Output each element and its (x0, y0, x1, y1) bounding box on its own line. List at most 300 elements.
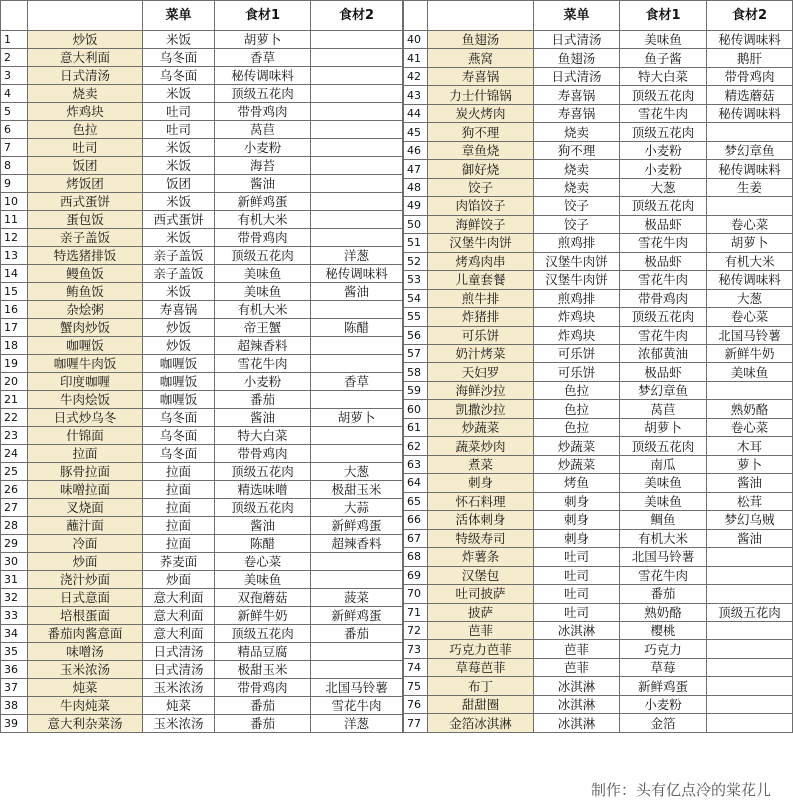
dish-name: 蘸汁面 (28, 517, 143, 535)
row-number: 33 (1, 607, 28, 625)
credit-text: 制作：头有亿点冷的棠花儿 (590, 781, 771, 799)
ingredient-1: 草莓 (620, 658, 707, 676)
ingredient-1: 番茄 (620, 585, 707, 603)
dish-name: 玉米浓汤 (28, 661, 143, 679)
table-row (1, 661, 403, 679)
menu-base: 米饭 (143, 157, 215, 175)
dish-name: 天妇罗 (428, 363, 534, 381)
row-number: 19 (1, 355, 28, 373)
row-number: 73 (404, 640, 428, 658)
dish-name: 炸鸡块 (28, 103, 143, 121)
menu-base: 色拉 (534, 418, 620, 436)
ingredient-1: 番茄 (215, 715, 311, 733)
row-number: 2 (1, 49, 28, 67)
dish-name: 煮菜 (428, 455, 534, 473)
dish-name: 牛肉炖菜 (28, 697, 143, 715)
table-row (404, 400, 793, 418)
ingredient-1: 秘传调味料 (215, 67, 311, 85)
row-number: 56 (404, 326, 428, 344)
dish-name: 汉堡包 (428, 566, 534, 584)
ingredient-2: 酱油 (707, 474, 793, 492)
ingredient-2 (311, 661, 403, 679)
ingredient-1: 雪花牛肉 (620, 104, 707, 122)
menu-base: 拉面 (143, 499, 215, 517)
table-row (404, 178, 793, 196)
header-num (1, 1, 28, 31)
dish-name: 培根蛋面 (28, 607, 143, 625)
dish-name: 饺子 (428, 178, 534, 196)
row-number: 6 (1, 121, 28, 139)
ingredient-2: 北国马铃薯 (707, 326, 793, 344)
dish-name: 炭火烤肉 (428, 104, 534, 122)
menu-base: 色拉 (534, 400, 620, 418)
dish-name: 炒面 (28, 553, 143, 571)
ingredient-1: 顶级五花肉 (620, 86, 707, 104)
dish-name: 炒饭 (28, 31, 143, 49)
ingredient-2: 胡萝卜 (311, 409, 403, 427)
table-row (1, 247, 403, 265)
dish-name: 日式清汤 (28, 67, 143, 85)
menu-base: 玉米浓汤 (143, 715, 215, 733)
ingredient-1: 新鲜牛奶 (215, 607, 311, 625)
menu-base: 米饭 (143, 229, 215, 247)
dish-name: 蟹肉炒饭 (28, 319, 143, 337)
menu-base: 拉面 (143, 481, 215, 499)
table-row (1, 85, 403, 103)
row-number: 21 (1, 391, 28, 409)
row-number: 61 (404, 418, 428, 436)
table-row (404, 252, 793, 270)
menu-base: 汉堡牛肉饼 (534, 271, 620, 289)
row-number: 53 (404, 271, 428, 289)
ingredient-1: 极品虾 (620, 363, 707, 381)
dish-name: 鱼翅汤 (428, 31, 534, 49)
ingredient-1: 小麦粉 (620, 695, 707, 713)
dish-name: 番茄肉酱意面 (28, 625, 143, 643)
dish-name: 浇汁炒面 (28, 571, 143, 589)
menu-base: 炒蔬菜 (534, 437, 620, 455)
ingredient-1: 小麦粉 (620, 160, 707, 178)
ingredient-2 (311, 301, 403, 319)
ingredient-2: 美味鱼 (707, 363, 793, 381)
recipe-table-left (0, 0, 403, 733)
ingredient-2 (707, 585, 793, 603)
header-dish (428, 1, 534, 31)
ingredient-2: 大蒜 (311, 499, 403, 517)
row-number: 77 (404, 714, 428, 733)
table-row (404, 289, 793, 307)
ingredient-1: 带骨鸡肉 (215, 229, 311, 247)
table-row (404, 104, 793, 122)
ingredient-1: 顶级五花肉 (215, 463, 311, 481)
menu-base: 饭团 (143, 175, 215, 193)
ingredient-1: 莴苣 (620, 400, 707, 418)
row-number: 62 (404, 437, 428, 455)
row-number: 75 (404, 677, 428, 695)
row-number: 26 (1, 481, 28, 499)
menu-base: 咖喱饭 (143, 391, 215, 409)
menu-base: 意大利面 (143, 607, 215, 625)
menu-base: 寿喜锅 (534, 104, 620, 122)
ingredient-2 (311, 337, 403, 355)
menu-base: 日式清汤 (143, 643, 215, 661)
table-row (404, 381, 793, 399)
menu-base: 炸鸡块 (534, 308, 620, 326)
ingredient-1: 新鲜鸡蛋 (215, 193, 311, 211)
ingredient-2 (311, 103, 403, 121)
dish-name: 寿喜锅 (428, 67, 534, 85)
table-row (1, 49, 403, 67)
ingredient-1: 雪花牛肉 (620, 326, 707, 344)
ingredient-2: 生姜 (707, 178, 793, 196)
ingredient-2 (707, 714, 793, 733)
ingredient-2 (707, 695, 793, 713)
ingredient-2: 带骨鸡肉 (707, 67, 793, 85)
table-row (1, 535, 403, 553)
menu-base: 烤鱼 (534, 474, 620, 492)
menu-base: 狗不理 (534, 141, 620, 159)
menu-base: 乌冬面 (143, 445, 215, 463)
ingredient-2: 番茄 (311, 625, 403, 643)
ingredient-2 (707, 381, 793, 399)
row-number: 42 (404, 67, 428, 85)
row-number: 71 (404, 603, 428, 621)
ingredient-1: 顶级五花肉 (620, 437, 707, 455)
table-row (404, 363, 793, 381)
ingredient-1: 带骨鸡肉 (215, 103, 311, 121)
dish-name: 西式蛋饼 (28, 193, 143, 211)
header-ingredient-1: 食材1 (215, 1, 311, 31)
row-number: 68 (404, 548, 428, 566)
ingredient-1: 金箔 (620, 714, 707, 733)
row-number: 63 (404, 455, 428, 473)
menu-base: 玉米浓汤 (143, 679, 215, 697)
row-number: 16 (1, 301, 28, 319)
row-number: 12 (1, 229, 28, 247)
table-row (1, 139, 403, 157)
dish-name: 儿童套餐 (428, 271, 534, 289)
ingredient-1: 小麦粉 (620, 141, 707, 159)
ingredient-1: 胡萝卜 (620, 418, 707, 436)
ingredient-2: 超辣香料 (311, 535, 403, 553)
dish-name: 味噌汤 (28, 643, 143, 661)
table-row (404, 123, 793, 141)
dish-name: 御好烧 (428, 160, 534, 178)
header-num (404, 1, 428, 31)
menu-base: 炒蔬菜 (534, 455, 620, 473)
ingredient-2 (707, 622, 793, 640)
row-number: 52 (404, 252, 428, 270)
table-row (404, 234, 793, 252)
row-number: 65 (404, 492, 428, 510)
row-number: 35 (1, 643, 28, 661)
row-number: 37 (1, 679, 28, 697)
menu-base: 刺身 (534, 529, 620, 547)
table-row (1, 337, 403, 355)
dish-name: 特级寿司 (428, 529, 534, 547)
ingredient-1: 熟奶酪 (620, 603, 707, 621)
dish-name: 力士什锦锅 (428, 86, 534, 104)
table-row (1, 211, 403, 229)
table-row (1, 715, 403, 733)
table-row (404, 326, 793, 344)
dish-name: 蛋包饭 (28, 211, 143, 229)
ingredient-2: 萝卜 (707, 455, 793, 473)
dish-name: 炸猪排 (428, 308, 534, 326)
ingredient-2: 胡萝卜 (707, 234, 793, 252)
table-row (1, 67, 403, 85)
row-number: 30 (1, 553, 28, 571)
dish-name: 咖喱饭 (28, 337, 143, 355)
ingredient-1: 新鲜鸡蛋 (620, 677, 707, 695)
menu-base: 寿喜锅 (534, 86, 620, 104)
menu-base: 吐司 (143, 103, 215, 121)
table-row (1, 445, 403, 463)
header-menu: 菜单 (143, 1, 215, 31)
table-row (404, 566, 793, 584)
dish-name: 炖菜 (28, 679, 143, 697)
menu-base: 乌冬面 (143, 409, 215, 427)
menu-base: 米饭 (143, 139, 215, 157)
row-number: 44 (404, 104, 428, 122)
table-row (1, 463, 403, 481)
row-number: 76 (404, 695, 428, 713)
dish-name: 披萨 (428, 603, 534, 621)
dish-name: 凯撒沙拉 (428, 400, 534, 418)
menu-base: 寿喜锅 (143, 301, 215, 319)
dish-name: 海鲜沙拉 (428, 381, 534, 399)
row-number: 64 (404, 474, 428, 492)
table-row (1, 499, 403, 517)
ingredient-2: 极甜玉米 (311, 481, 403, 499)
ingredient-2 (311, 67, 403, 85)
dish-name: 刺身 (428, 474, 534, 492)
menu-base: 吐司 (534, 603, 620, 621)
menu-base: 炒饭 (143, 319, 215, 337)
menu-base: 吐司 (143, 121, 215, 139)
ingredient-2: 酱油 (311, 283, 403, 301)
ingredient-2: 雪花牛肉 (311, 697, 403, 715)
dish-name: 肉馅饺子 (428, 197, 534, 215)
table-row (1, 229, 403, 247)
table-row (404, 437, 793, 455)
ingredient-2: 松茸 (707, 492, 793, 510)
ingredient-2: 酱油 (707, 529, 793, 547)
ingredient-1: 有机大米 (215, 301, 311, 319)
table-row (1, 265, 403, 283)
menu-base: 煎鸡排 (534, 289, 620, 307)
ingredient-2 (707, 548, 793, 566)
row-number: 23 (1, 427, 28, 445)
ingredient-2: 顶级五花肉 (707, 603, 793, 621)
menu-base: 日式清汤 (534, 67, 620, 85)
table-row (1, 103, 403, 121)
ingredient-2: 梦幻章鱼 (707, 141, 793, 159)
row-number: 1 (1, 31, 28, 49)
table-row (404, 141, 793, 159)
row-number: 3 (1, 67, 28, 85)
menu-base: 刺身 (534, 492, 620, 510)
table-row (404, 86, 793, 104)
dish-name: 牛肉烩饭 (28, 391, 143, 409)
menu-base: 炒饭 (143, 337, 215, 355)
menu-base: 米饭 (143, 31, 215, 49)
row-number: 49 (404, 197, 428, 215)
ingredient-1: 美味鱼 (620, 31, 707, 49)
dish-name: 草莓芭菲 (428, 658, 534, 676)
ingredient-2 (311, 211, 403, 229)
dish-name: 鲔鱼饭 (28, 283, 143, 301)
menu-base: 日式清汤 (534, 31, 620, 49)
ingredient-2: 新鲜牛奶 (707, 344, 793, 362)
ingredient-1: 雪花牛肉 (215, 355, 311, 373)
ingredient-2: 大葱 (707, 289, 793, 307)
ingredient-1: 大葱 (620, 178, 707, 196)
ingredient-2: 熟奶酪 (707, 400, 793, 418)
table-row (404, 271, 793, 289)
dish-name: 炸薯条 (428, 548, 534, 566)
recipe-table-right (403, 0, 793, 733)
table-row (404, 548, 793, 566)
table-row (1, 427, 403, 445)
table-row (404, 67, 793, 85)
ingredient-1: 极品虾 (620, 252, 707, 270)
ingredient-1: 巧克力 (620, 640, 707, 658)
dish-name: 可乐饼 (428, 326, 534, 344)
header-ingredient-2: 食材2 (311, 1, 403, 31)
table-row (404, 511, 793, 529)
menu-base: 拉面 (143, 463, 215, 481)
ingredient-2 (311, 427, 403, 445)
ingredient-2 (311, 391, 403, 409)
ingredient-2 (707, 197, 793, 215)
row-number: 47 (404, 160, 428, 178)
dish-name: 蔬菜炒肉 (428, 437, 534, 455)
row-number: 57 (404, 344, 428, 362)
menu-base: 咖喱饭 (143, 355, 215, 373)
ingredient-2 (311, 157, 403, 175)
menu-base: 刺身 (534, 511, 620, 529)
table-row (404, 492, 793, 510)
row-number: 36 (1, 661, 28, 679)
ingredient-1: 特大白菜 (215, 427, 311, 445)
ingredient-1: 莴苣 (215, 121, 311, 139)
row-number: 28 (1, 517, 28, 535)
row-number: 32 (1, 589, 28, 607)
dish-name: 吐司 (28, 139, 143, 157)
table-row (404, 529, 793, 547)
ingredient-1: 北国马铃薯 (620, 548, 707, 566)
ingredient-2 (707, 640, 793, 658)
ingredient-2: 菠菜 (311, 589, 403, 607)
dish-name: 煎牛排 (428, 289, 534, 307)
menu-base: 烧卖 (534, 178, 620, 196)
row-number: 13 (1, 247, 28, 265)
table-row (1, 625, 403, 643)
table-row (404, 603, 793, 621)
menu-base: 芭菲 (534, 658, 620, 676)
table-row (404, 677, 793, 695)
dish-name: 饭团 (28, 157, 143, 175)
menu-base: 米饭 (143, 85, 215, 103)
dish-name: 冷面 (28, 535, 143, 553)
table-row (1, 391, 403, 409)
ingredient-1: 陈醋 (215, 535, 311, 553)
table-row (404, 215, 793, 233)
ingredient-1: 美味鱼 (620, 474, 707, 492)
ingredient-1: 酱油 (215, 517, 311, 535)
ingredient-2: 秘传调味料 (311, 265, 403, 283)
dish-name: 豚骨拉面 (28, 463, 143, 481)
ingredient-2: 秘传调味料 (707, 104, 793, 122)
row-number: 5 (1, 103, 28, 121)
ingredient-1: 番茄 (215, 697, 311, 715)
row-number: 67 (404, 529, 428, 547)
ingredient-2: 有机大米 (707, 252, 793, 270)
row-number: 10 (1, 193, 28, 211)
row-number: 31 (1, 571, 28, 589)
ingredient-1: 雪花牛肉 (620, 271, 707, 289)
table-row (1, 319, 403, 337)
dish-name: 亲子盖饭 (28, 229, 143, 247)
menu-base: 可乐饼 (534, 363, 620, 381)
dish-name: 狗不理 (428, 123, 534, 141)
ingredient-2: 洋葱 (311, 247, 403, 265)
table-row (1, 31, 403, 49)
ingredient-2 (311, 49, 403, 67)
row-number: 8 (1, 157, 28, 175)
dish-name: 特选猪排饭 (28, 247, 143, 265)
row-number: 54 (404, 289, 428, 307)
ingredient-2 (707, 658, 793, 676)
ingredient-1: 顶级五花肉 (620, 308, 707, 326)
table-row (404, 714, 793, 733)
menu-base: 吐司 (534, 548, 620, 566)
header-row (1, 1, 403, 31)
dish-name: 拉面 (28, 445, 143, 463)
row-number: 72 (404, 622, 428, 640)
ingredient-1: 有机大米 (215, 211, 311, 229)
ingredient-1: 卷心菜 (215, 553, 311, 571)
dish-name: 燕窝 (428, 49, 534, 67)
ingredient-1: 酱油 (215, 409, 311, 427)
menu-base: 饺子 (534, 215, 620, 233)
menu-base: 拉面 (143, 535, 215, 553)
row-number: 59 (404, 381, 428, 399)
menu-base: 炖菜 (143, 697, 215, 715)
row-number: 41 (404, 49, 428, 67)
row-number: 20 (1, 373, 28, 391)
ingredient-2 (707, 123, 793, 141)
table-row (404, 160, 793, 178)
menu-base: 冰淇淋 (534, 622, 620, 640)
ingredient-1: 小麦粉 (215, 373, 311, 391)
recipe-rows-right (404, 31, 793, 733)
ingredient-2: 梦幻乌贼 (707, 511, 793, 529)
menu-base: 饺子 (534, 197, 620, 215)
ingredient-2 (311, 175, 403, 193)
ingredient-2 (707, 677, 793, 695)
menu-base: 荞麦面 (143, 553, 215, 571)
header-ingredient-1: 食材1 (620, 1, 707, 31)
ingredient-2 (311, 445, 403, 463)
ingredient-1: 带骨鸡肉 (215, 445, 311, 463)
table-row (1, 283, 403, 301)
header-dish (28, 1, 143, 31)
dish-name: 日式意面 (28, 589, 143, 607)
row-number: 14 (1, 265, 28, 283)
ingredient-1: 香草 (215, 49, 311, 67)
